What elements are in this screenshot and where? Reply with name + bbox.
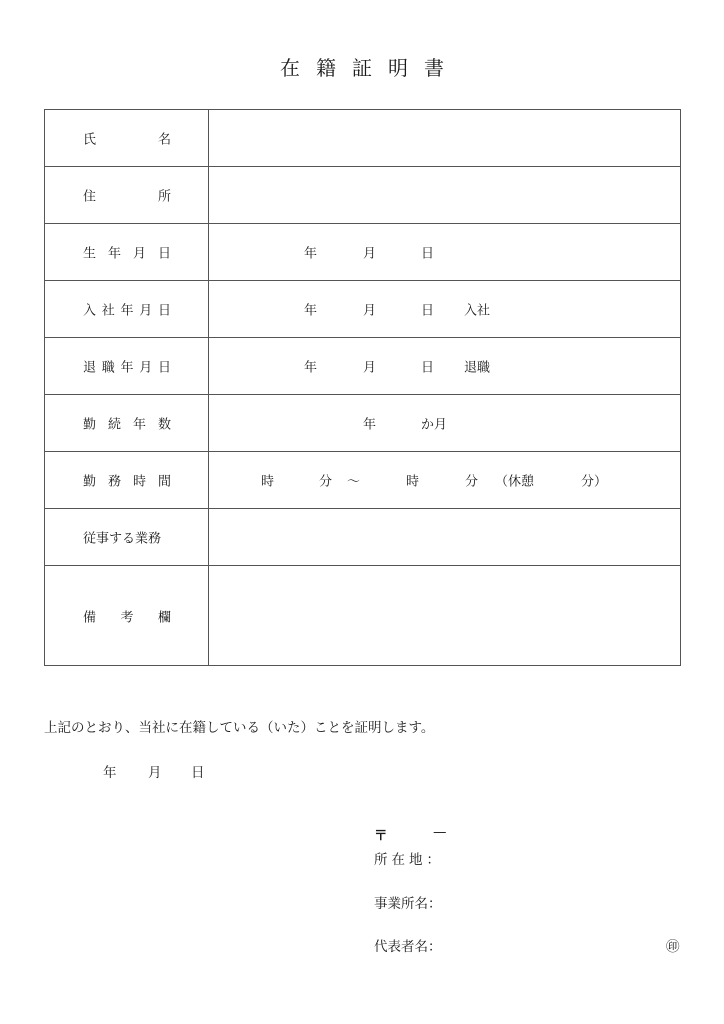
label-char: 考 [120, 610, 134, 625]
certificate-form [44, 109, 681, 666]
birth-day-unit: 日 [421, 246, 435, 262]
birth-year-unit: 年 [304, 246, 318, 262]
row-duties [45, 509, 681, 566]
label-hire [83, 300, 171, 319]
row-tenure [45, 395, 681, 452]
label-char: 欄 [157, 610, 171, 625]
tenure-year-unit: 年 [363, 417, 377, 433]
document-title: 在籍証明書 [280, 56, 460, 80]
label-char: 年 [120, 303, 134, 319]
location-label: 所在地： [374, 852, 444, 868]
label-char: 名 [157, 132, 171, 148]
label-char: 所 [157, 189, 171, 205]
label-char: 数 [157, 417, 171, 433]
certification-statement: 上記のとおり、当社に在籍している（いた）ことを証明します。 [44, 720, 435, 736]
retire-suffix: 退職 [464, 360, 491, 376]
label-char: 間 [157, 474, 171, 490]
row-hours [45, 452, 681, 509]
birth-month-unit: 月 [363, 246, 377, 262]
label-char: 月 [139, 360, 153, 376]
office-label: 事業所名： [374, 896, 442, 912]
label-char: 日 [157, 303, 171, 319]
break-close: 分） [581, 474, 608, 490]
label-char: 月 [139, 303, 153, 319]
row-hire [45, 281, 681, 338]
label-char: 生 [83, 246, 97, 262]
row-remarks [45, 566, 681, 666]
value-address[interactable] [209, 167, 681, 224]
end-hour-unit: 時 [406, 474, 420, 490]
representative-label: 代表者名： [374, 939, 442, 955]
value-name[interactable] [209, 110, 681, 167]
label-char: 職 [101, 360, 115, 376]
label-char: 日 [157, 246, 171, 262]
postal-mark: 〒 [374, 828, 388, 844]
label-char: 勤 [83, 474, 97, 490]
label-char: 備 [83, 610, 97, 625]
value-tenure[interactable] [209, 395, 681, 452]
value-hire[interactable] [209, 281, 681, 338]
label-char: 年 [120, 360, 134, 376]
label-duties: 従事する業務 [83, 531, 162, 547]
start-minute-unit: 分 [319, 474, 333, 490]
hire-day-unit: 日 [421, 303, 435, 319]
value-remarks[interactable] [209, 566, 681, 666]
issue-year-unit: 年 [103, 765, 117, 781]
label-char: 勤 [83, 417, 97, 433]
value-hours[interactable] [209, 452, 681, 509]
tenure-month-unit: か月 [421, 417, 448, 433]
label-name [83, 129, 171, 148]
label-tenure [83, 414, 171, 433]
row-name [45, 110, 681, 167]
label-char: 月 [132, 246, 146, 262]
retire-month-unit: 月 [363, 360, 377, 376]
row-birth [45, 224, 681, 281]
issue-month-unit: 月 [148, 765, 162, 781]
label-hours [83, 471, 171, 490]
issue-day-unit: 日 [191, 765, 205, 781]
value-birth[interactable] [209, 224, 681, 281]
postal-dash: — [433, 824, 447, 840]
label-char: 住 [83, 189, 97, 205]
value-duties[interactable] [209, 509, 681, 566]
label-char: 氏 [83, 132, 97, 148]
label-char: 社 [101, 303, 115, 319]
label-char: 続 [107, 417, 121, 433]
label-char: 時 [132, 474, 146, 490]
label-char: 年 [132, 417, 146, 433]
row-address [45, 167, 681, 224]
range-tilde: 〜 [347, 474, 361, 490]
start-hour-unit: 時 [261, 474, 275, 490]
hire-month-unit: 月 [363, 303, 377, 319]
label-char: 入 [83, 303, 97, 319]
hire-suffix: 入社 [464, 303, 491, 319]
break-open: （休憩 [495, 474, 535, 490]
end-minute-unit: 分 [465, 474, 479, 490]
hire-year-unit: 年 [304, 303, 318, 319]
retire-day-unit: 日 [421, 360, 435, 376]
seal-mark: ㊞ [666, 939, 680, 955]
row-retire [45, 338, 681, 395]
label-birth [83, 243, 171, 262]
label-char: 日 [157, 360, 171, 376]
label-char: 退 [83, 360, 97, 376]
label-char: 年 [107, 246, 121, 262]
label-remarks [83, 606, 171, 625]
label-retire [83, 357, 171, 376]
label-address [83, 186, 171, 205]
retire-year-unit: 年 [304, 360, 318, 376]
value-retire[interactable] [209, 338, 681, 395]
label-char: 務 [107, 474, 121, 490]
